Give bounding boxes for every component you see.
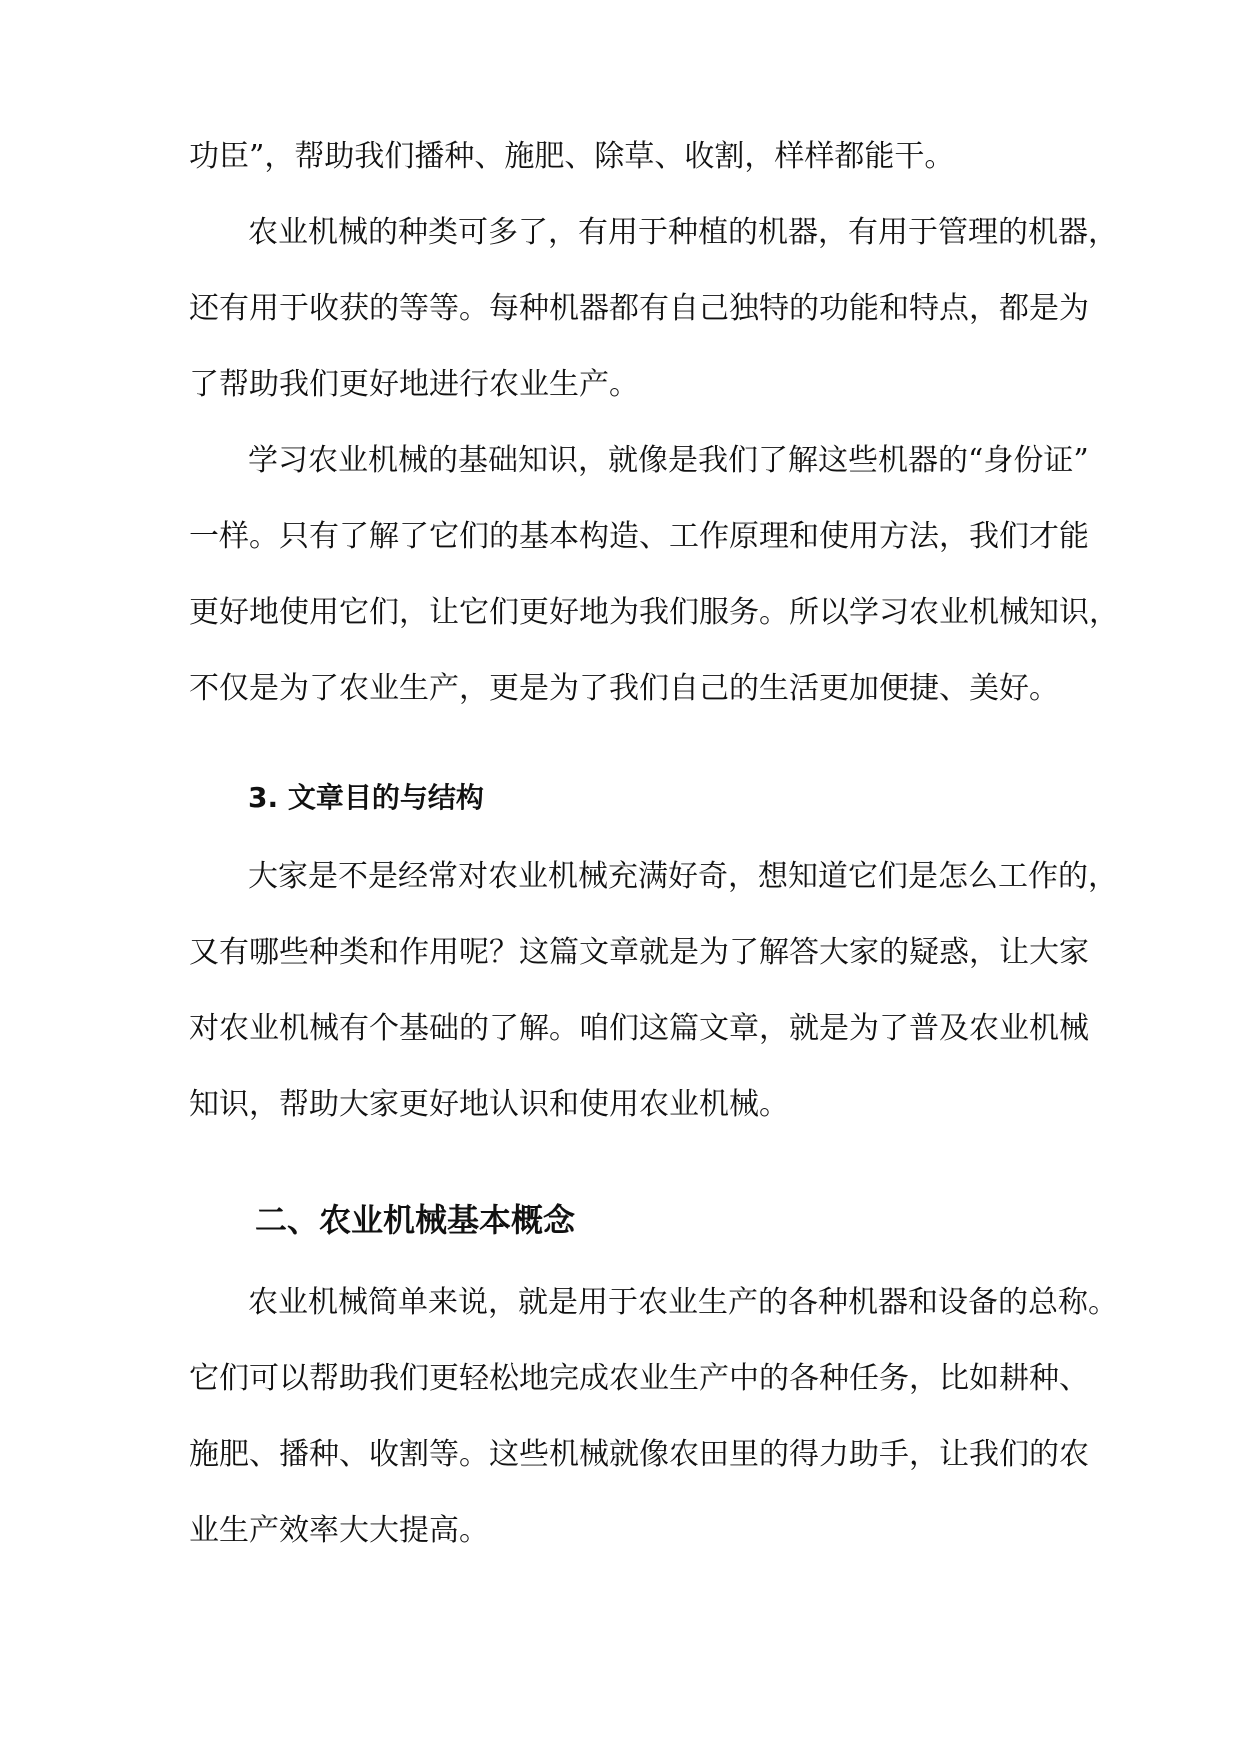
paragraph-line: 大家是不是经常对农业机械充满好奇，想知道它们是怎么工作的， (248, 859, 1118, 894)
chapter-heading: 二、农业机械基本概念 (255, 1201, 576, 1239)
paragraph-line: 农业机械简单来说，就是用于农业生产的各种机器和设备的总称。 (248, 1285, 1118, 1320)
section-heading: 3. 文章目的与结构 (248, 781, 484, 814)
paragraph-line: 业生产效率大大提高。 (189, 1513, 489, 1548)
paragraph-line: 还有用于收获的等等。每种机器都有自己独特的功能和特点，都是为 (189, 291, 1089, 326)
paragraph-line: 又有哪些种类和作用呢？这篇文章就是为了解答大家的疑惑，让大家 (189, 935, 1089, 970)
paragraph-line: 农业机械的种类可多了，有用于种植的机器，有用于管理的机器， (248, 215, 1118, 250)
paragraph-line: 对农业机械有个基础的了解。咱们这篇文章，就是为了普及农业机械 (189, 1011, 1089, 1046)
paragraph-line: 功臣”，帮助我们播种、施肥、除草、收割，样样都能干。 (189, 139, 955, 174)
paragraph-line: 施肥、播种、收割等。这些机械就像农田里的得力助手，让我们的农 (189, 1437, 1089, 1472)
paragraph-line: 更好地使用它们，让它们更好地为我们服务。所以学习农业机械知识， (189, 595, 1119, 630)
paragraph-line: 它们可以帮助我们更轻松地完成农业生产中的各种任务，比如耕种、 (189, 1361, 1089, 1396)
paragraph-line: 一样。只有了解了它们的基本构造、工作原理和使用方法，我们才能 (189, 519, 1089, 554)
paragraph-line: 不仅是为了农业生产，更是为了我们自己的生活更加便捷、美好。 (189, 671, 1059, 706)
paragraph-line: 知识，帮助大家更好地认识和使用农业机械。 (189, 1087, 789, 1122)
paragraph-line: 了帮助我们更好地进行农业生产。 (189, 367, 639, 402)
paragraph-line: 学习农业机械的基础知识，就像是我们了解这些机器的“身份证” (248, 443, 1089, 478)
